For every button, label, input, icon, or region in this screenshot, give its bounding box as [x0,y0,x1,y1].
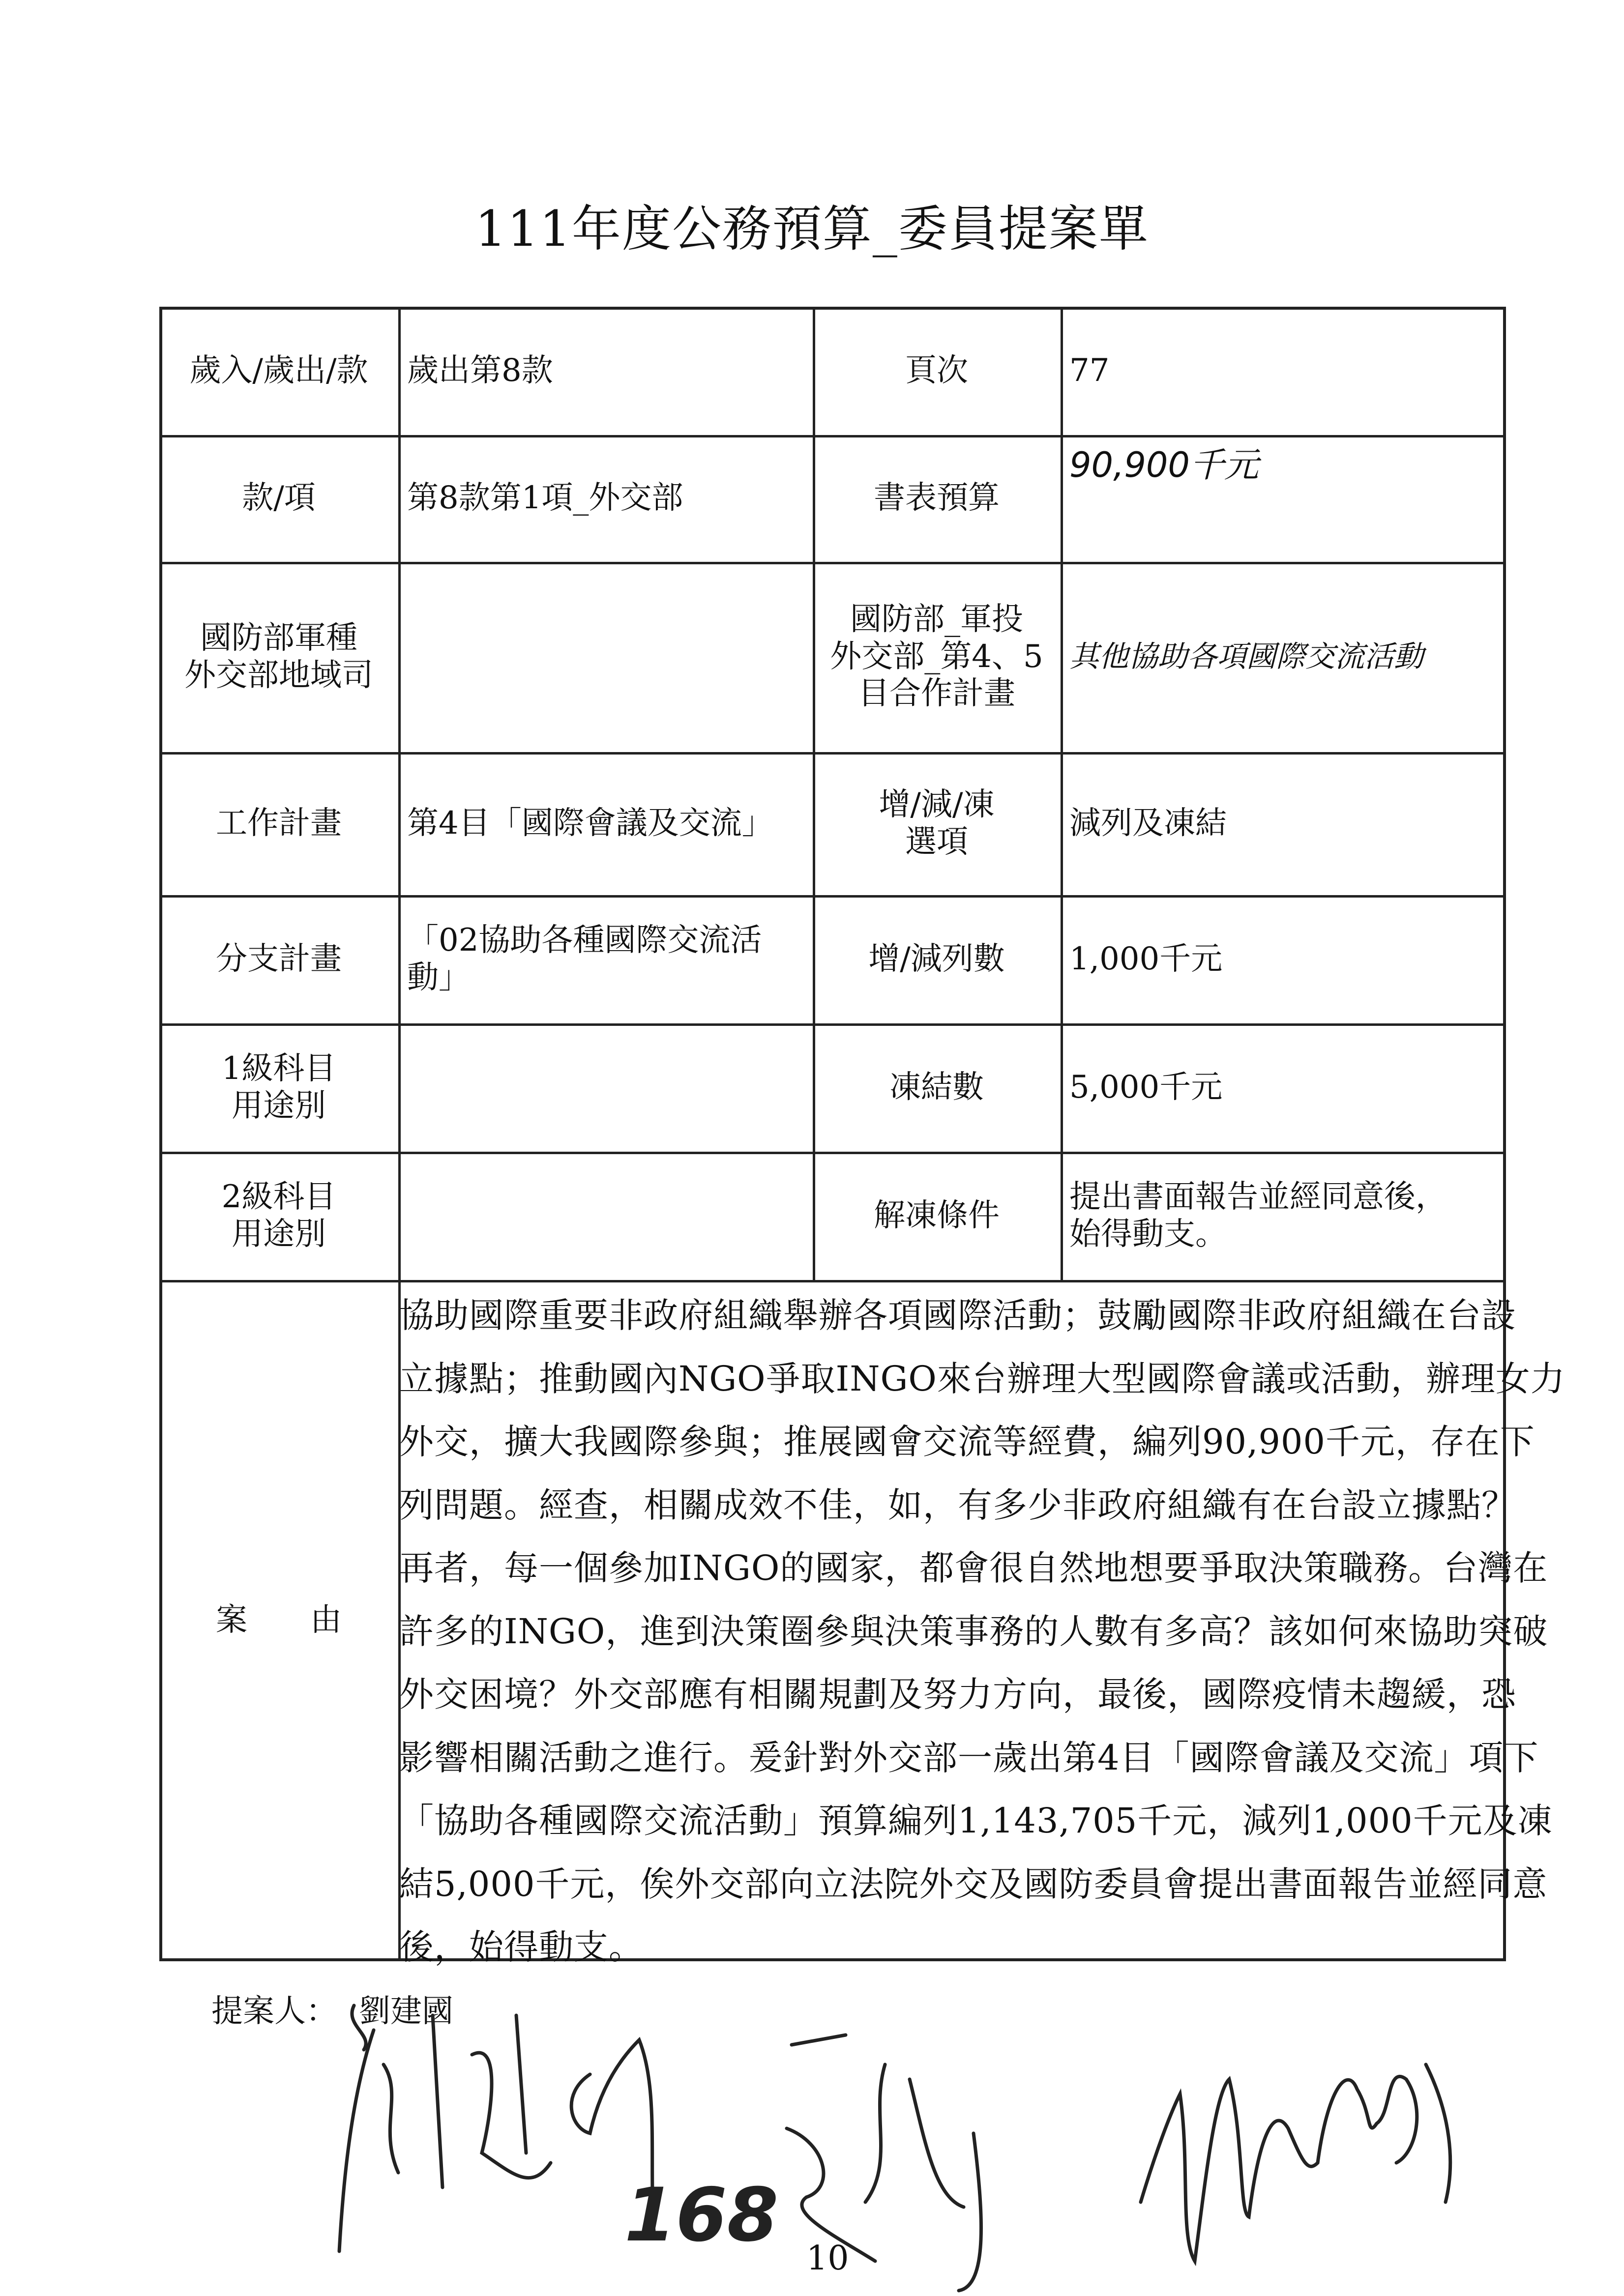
row-label: 1級科目 用途別 [221,1050,336,1124]
reason-line: 協助國際重要非政府組織舉辦各項國際活動；鼓勵國際非政府組織在台設 [399,1295,1516,1336]
page-number: 10 [806,2239,849,2278]
reason-line: 立據點；推動國內NGO爭取INGO來台辦理大型國際會議或活動，辦理女力 [399,1358,1565,1399]
signature-2 [787,2035,981,2291]
reason-line: 後，始得動支。 [399,1927,644,1967]
reason-line: 再者，每一個參加INGO的國家，都會很自然地想要爭取決策職務。台灣在 [399,1548,1548,1588]
signature-1 [339,2015,654,2251]
reason-line: 結5,000千元，俟外交部向立法院外交及國防委員會提出書面報告並經同意 [399,1863,1548,1904]
proposer-name: 劉建國 [359,1993,453,2030]
row-label-2: 凍結數 [889,1069,984,1105]
proposer-label: 提案人： [211,1993,337,2030]
reason-line: 「協助各種國際交流活動」預算編列1,143,705千元，減列1,000千元及凍 [399,1801,1553,1841]
row-label: 歲入/歲出/款 [189,352,368,389]
row-label-2: 增/減列數 [868,940,1005,977]
handwritten-stroke [352,2005,366,2050]
row-value: 第4目「國際會議及交流」 [407,805,773,842]
signature-3 [1141,2064,1450,2261]
row-value-2: 1,000千元 [1069,940,1223,977]
row-value-2: 90,900千元 [1069,445,1259,485]
handwritten-number: 168 [624,2173,779,2258]
row-label-2: 增/減/凍 選項 [879,786,995,860]
row-value: 「02協助各種國際交流活 動」 [407,922,762,996]
row-value-2: 其他協助各項國際交流活動 [1069,639,1423,674]
row-label: 2級科目 用途別 [221,1178,336,1252]
reason-label: 案 由 [216,1602,342,1639]
row-value-2: 提出書面報告並經同意後， 始得動支。 [1069,1178,1447,1252]
row-label-2: 頁次 [905,352,968,389]
reason-line: 許多的INGO，進到決策圈參與決策事務的人數有多高？該如何來協助突破 [399,1611,1548,1652]
row-label-2: 書表預算 [874,480,1000,517]
row-label: 款/項 [242,480,316,517]
reason-line: 外交，擴大我國際參與；推展國會交流等經費，編列90,900千元，存在下 [399,1422,1535,1462]
row-value-2: 5,000千元 [1069,1069,1223,1105]
reason-line: 外交困境？外交部應有相關規劃及努力方向，最後，國際疫情未趨緩，恐 [399,1674,1516,1715]
row-value: 歲出第8款 [407,352,553,389]
row-value: 第8款第1項_外交部 [407,480,683,517]
row-label: 工作計畫 [216,805,342,842]
row-value-2: 77 [1069,352,1110,389]
row-value-2: 減列及凍結 [1069,805,1227,842]
row-label: 國防部軍種 外交部地域司 [184,619,373,694]
row-label-2: 解凍條件 [874,1197,1000,1234]
reason-line: 列問題。經查，相關成效不佳，如，有多少非政府組織有在台設立據點？ [399,1484,1516,1525]
row-label: 分支計畫 [216,940,342,977]
row-label-2: 國防部_軍投 外交部_第4、5 目合作計畫 [830,601,1043,712]
reason-line: 影響相關活動之進行。爰針對外交部一歲出第4目「國際會議及交流」項下 [399,1737,1539,1778]
page-title: 111年度公務預算_委員提案單 [475,200,1149,258]
